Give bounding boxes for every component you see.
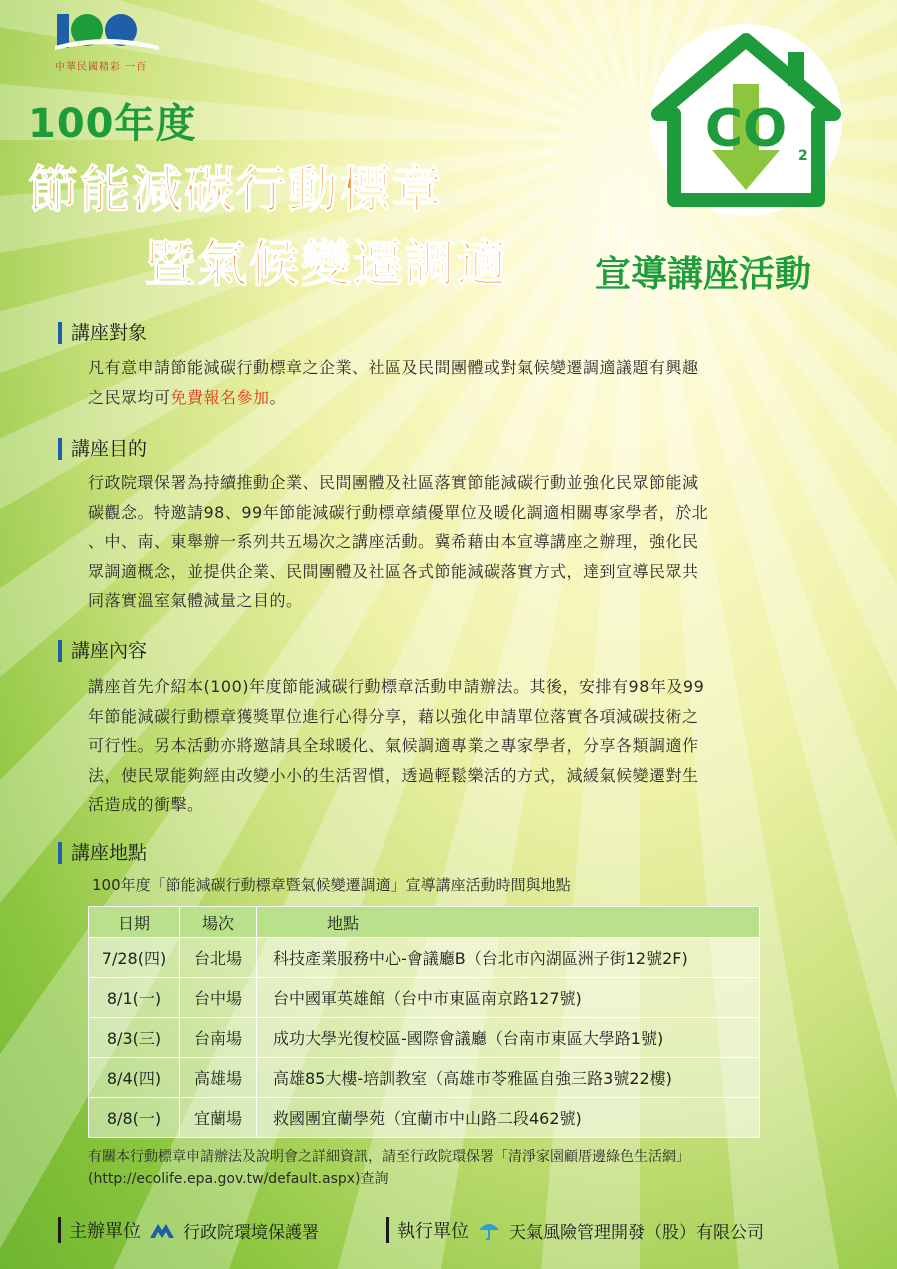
organizer-block [58,1217,319,1243]
cell-date: 8/8(一) [89,1098,180,1138]
section-heading-location: 講座地點 [58,842,147,864]
text-line: 活造成的衝擊。 [88,795,204,814]
column-header-session: 場次 [180,907,257,938]
co2-text: CO [704,99,788,159]
title-main-2: 暨氣候變遷調適 [145,235,509,293]
text-line: 講座首先介紹本(100)年度節能減碳行動標章活動申請辦法。其後，安排有98年及99 [88,677,705,696]
table-row [89,1098,760,1138]
executor-name: 天氣風險管理開發（股）有限公司 [509,1222,764,1243]
cell-venue: 台中國軍英雄館（台中市東區南京路127號) [257,978,760,1018]
text-line: 、中、南、東舉辦一系列共五場次之講座活動。冀希藉由本宣導講座之辦理，強化民 [88,532,699,551]
section-body-audience [88,353,788,412]
cell-session: 台南場 [180,1018,257,1058]
divider [386,1217,389,1243]
cell-session: 宜蘭場 [180,1098,257,1138]
text-line: 碳觀念。特邀請98、99年節能減碳行動標章績優單位及暖化調適相關專家學者，於北 [88,502,709,522]
title-year: 100年度 [28,101,197,147]
text-line: 眾調適概念，並提供企業、民間團體及社區各式節能減碳落實方式，達到宣導民眾共 [88,561,699,581]
footnote [88,1146,828,1190]
schedule-caption: 100年度「節能減碳行動標章暨氣候變遷調適」宣導講座活動時間與地點 [92,876,571,894]
roc-100-logo [55,12,159,56]
text-line: 年節能減碳行動標章獲獎單位進行心得分享，藉以強化申請單位落實各項減碳技術之 [88,706,699,726]
title-main-1: 節能減碳行動標章 [28,161,444,219]
table-row [89,938,760,978]
free-registration-highlight: 免費報名參加 [170,387,270,407]
section-heading-content: 講座內容 [58,640,147,662]
table-row [89,978,760,1018]
text-span: 之民眾均可 [88,387,171,407]
text-line: 法，使民眾能夠經由改變小小的生活習慣，透過輕鬆樂活的方式，減緩氣候變遷對生 [88,765,699,785]
text-line: 同落實溫室氣體減量之目的。 [88,591,303,610]
section-heading-purpose: 講座目的 [58,438,147,460]
cell-venue: 救國團宜蘭學苑（宜蘭市中山路二段462號) [257,1098,760,1138]
executor-label: 執行單位 [397,1221,469,1242]
section-heading-audience: 講座對象 [58,322,147,344]
cell-venue: 高雄85大樓-培訓教室（高雄市苓雅區自強三路3號22樓) [257,1058,760,1098]
title-sub: 宣導講座活動 [595,254,812,295]
cell-venue: 科技產業服務中心-會議廳B（台北市內湖區洲子街12號2F) [257,938,760,978]
divider [58,1217,61,1243]
text-span: 。 [269,387,287,407]
cell-venue: 成功大學光復校區-國際會議廳（台南市東區大學路1號) [257,1018,760,1058]
table-row [89,1058,760,1098]
cell-date: 8/3(三) [89,1018,180,1058]
organizer-name: 行政院環境保護署 [183,1222,319,1243]
cell-session: 台中場 [180,978,257,1018]
cell-date: 8/1(一) [89,978,180,1018]
text-line: 行政院環保署為持續推動企業、民間團體及社區落實節能減碳行動並強化民眾節能減 [88,473,699,492]
organizer-label: 主辦單位 [69,1221,141,1242]
column-header-venue: 地點 [257,907,760,938]
cell-date: 7/28(四) [89,938,180,978]
logo-caption: 中華民國精彩 一百 [55,62,148,73]
co2-house-icon [628,22,858,222]
weather-risk-logo-icon [477,1220,501,1240]
footnote-url[interactable]: (http://ecolife.epa.gov.tw/default.aspx)查詢 [88,1171,389,1187]
table-row [89,1018,760,1058]
cell-date: 8/4(四) [89,1058,180,1098]
table-header-row [89,907,760,938]
epa-logo-icon [149,1220,175,1240]
text-line: 可行性。另本活動亦將邀請具全球暖化、氣候調適專業之專家學者，分享各類調適作 [88,736,699,755]
cell-session: 台北場 [180,938,257,978]
section-body-content [88,672,788,820]
footnote-line: 有關本行動標章申請辦法及說明會之詳細資訊，請至行政院環保署「清淨家園顧厝邊綠色生活網」 [88,1149,690,1165]
executor-block [386,1217,764,1243]
section-body-purpose [88,468,788,616]
co2-subscript: 2 [798,148,808,164]
text-line [88,383,788,413]
text-line: 凡有意申請節能減碳行動標章之企業、社區及民間團體或對氣候變遷調適議題有興趣 [88,358,699,377]
column-header-date: 日期 [89,907,180,938]
cell-session: 高雄場 [180,1058,257,1098]
schedule-table [88,906,760,1138]
